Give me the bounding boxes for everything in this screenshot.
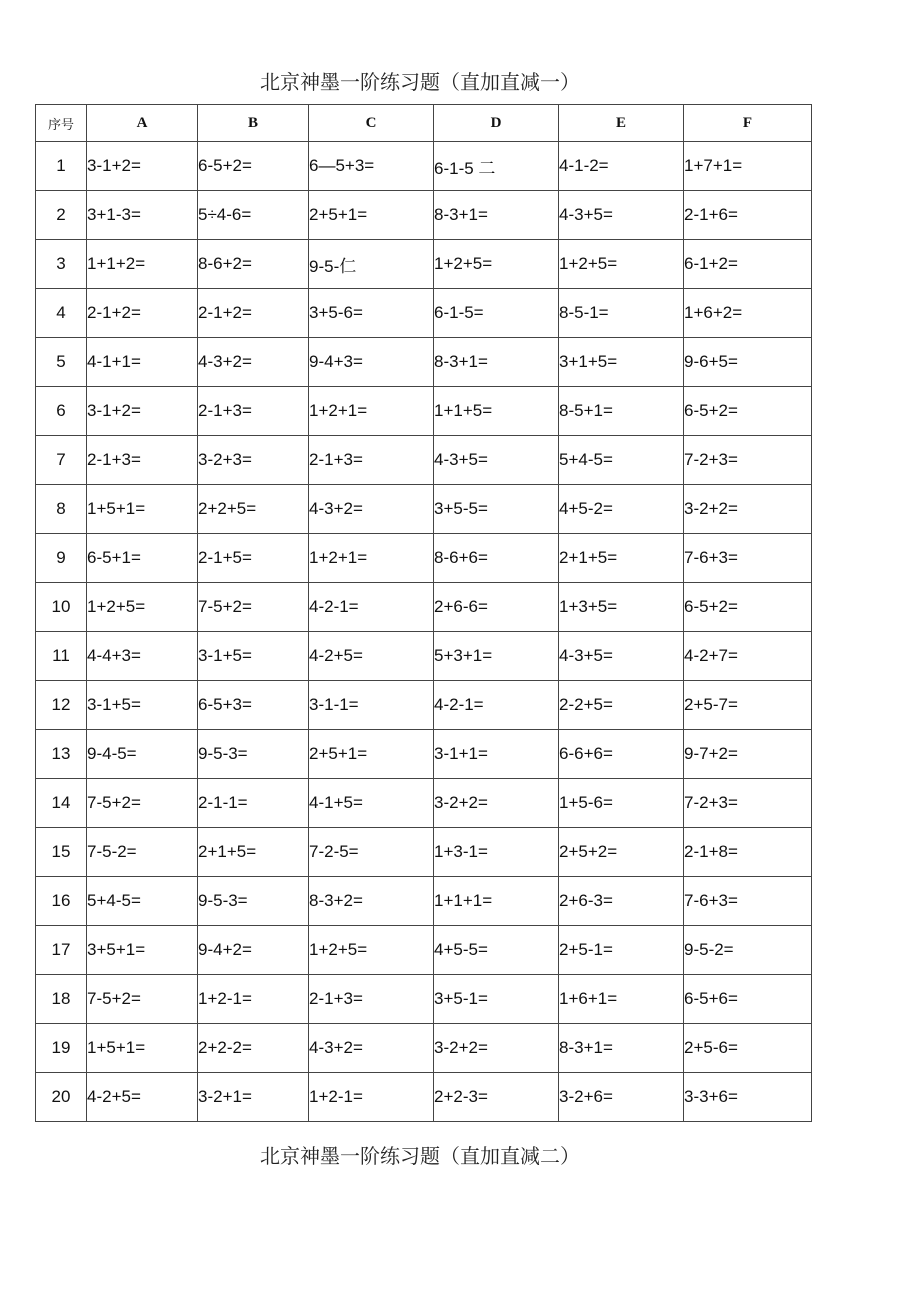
table-row — [36, 779, 812, 828]
row-number: 12 — [36, 681, 87, 730]
problem-cell: 1+5+1= — [87, 485, 198, 534]
problem-cell: 3+5-6= — [309, 289, 434, 338]
column-header-f: F — [684, 105, 812, 142]
problem-cell: 2-1+3= — [309, 436, 434, 485]
problem-cell: 2-1+3= — [87, 436, 198, 485]
table-row — [36, 289, 812, 338]
problem-cell: 1+2-1= — [198, 975, 309, 1024]
problem-cell: 7-5+2= — [87, 975, 198, 1024]
table-row — [36, 730, 812, 779]
problem-cell: 4-2+5= — [309, 632, 434, 681]
problem-cell: 4-2+7= — [684, 632, 812, 681]
table-row — [36, 485, 812, 534]
problem-cell: 1+2-1= — [309, 1073, 434, 1122]
problem-cell: 2-1+2= — [198, 289, 309, 338]
problem-cell: 6-6+6= — [559, 730, 684, 779]
problem-cell: 2+6-6= — [434, 583, 559, 632]
problem-cell: 5+4-5= — [87, 877, 198, 926]
problem-cell: 7-5+2= — [198, 583, 309, 632]
problem-cell: 3-2+3= — [198, 436, 309, 485]
problem-cell: 2-1+6= — [684, 191, 812, 240]
table-row — [36, 975, 812, 1024]
worksheet-title-2: 北京神墨一阶练习题（直加直减二） — [260, 1144, 580, 1168]
problem-cell: 3-2+2= — [684, 485, 812, 534]
problem-cell: 5÷4-6= — [198, 191, 309, 240]
worksheet-title-1: 北京神墨一阶练习题（直加直减一） — [260, 70, 580, 94]
problem-cell: 2+5-6= — [684, 1024, 812, 1073]
row-number: 6 — [36, 387, 87, 436]
row-number: 20 — [36, 1073, 87, 1122]
problem-cell: 1+2+1= — [309, 387, 434, 436]
problem-cell: 4-3+5= — [434, 436, 559, 485]
problem-cell: 3+5-5= — [434, 485, 559, 534]
column-header-b: B — [198, 105, 309, 142]
problem-cell: 2+1+5= — [198, 828, 309, 877]
row-number: 11 — [36, 632, 87, 681]
problem-cell: 2+5-7= — [684, 681, 812, 730]
problem-cell: 4-4+3= — [87, 632, 198, 681]
problem-cell: 8-5-1= — [559, 289, 684, 338]
row-number: 2 — [36, 191, 87, 240]
problem-cell: 7-5+2= — [87, 779, 198, 828]
table-row — [36, 534, 812, 583]
problem-cell: 1+5+1= — [87, 1024, 198, 1073]
problem-cell: 7-2+3= — [684, 779, 812, 828]
problem-cell: 8-3+1= — [559, 1024, 684, 1073]
problem-cell: 9-4+2= — [198, 926, 309, 975]
table-body — [36, 142, 812, 1122]
problem-cell: 1+3-1= — [434, 828, 559, 877]
problem-cell: 2+5+2= — [559, 828, 684, 877]
problem-cell: 1+2+1= — [309, 534, 434, 583]
problem-cell: 5+3+1= — [434, 632, 559, 681]
problem-cell: 9-5-2= — [684, 926, 812, 975]
row-number: 16 — [36, 877, 87, 926]
problem-cell: 3+1-3= — [87, 191, 198, 240]
table-row — [36, 632, 812, 681]
table-row — [36, 583, 812, 632]
problem-cell: 1+2+5= — [309, 926, 434, 975]
column-header-e: E — [559, 105, 684, 142]
problem-cell: 3-2+2= — [434, 779, 559, 828]
table-row — [36, 1073, 812, 1122]
problem-cell: 6-5+1= — [87, 534, 198, 583]
table-row — [36, 387, 812, 436]
problem-cell: 3-3+6= — [684, 1073, 812, 1122]
problem-cell: 6—5+3= — [309, 142, 434, 191]
table-row — [36, 926, 812, 975]
table-row — [36, 191, 812, 240]
table-row — [36, 240, 812, 289]
table-row — [36, 436, 812, 485]
problem-cell: 2+2-3= — [434, 1073, 559, 1122]
problem-cell: 8-6+2= — [198, 240, 309, 289]
problem-cell: 7-2-5= — [309, 828, 434, 877]
problem-cell: 1+2+5= — [434, 240, 559, 289]
problem-cell: 3+1+5= — [559, 338, 684, 387]
problem-cell: 7-2+3= — [684, 436, 812, 485]
problem-cell: 1+2+5= — [87, 583, 198, 632]
row-number: 10 — [36, 583, 87, 632]
problem-cell: 2-1-1= — [198, 779, 309, 828]
problem-cell: 1+2+5= — [559, 240, 684, 289]
row-number: 9 — [36, 534, 87, 583]
table-row — [36, 338, 812, 387]
row-number: 3 — [36, 240, 87, 289]
problem-cell: 9-4+3= — [309, 338, 434, 387]
problem-cell: 2+5-1= — [559, 926, 684, 975]
problem-cell: 8-3+1= — [434, 338, 559, 387]
table-row — [36, 877, 812, 926]
problem-cell: 2-2+5= — [559, 681, 684, 730]
problem-cell: 4-1-2= — [559, 142, 684, 191]
problem-cell: 3-1-1= — [309, 681, 434, 730]
problem-cell: 5+4-5= — [559, 436, 684, 485]
problem-cell: 2+6-3= — [559, 877, 684, 926]
table-row — [36, 142, 812, 191]
problem-cell: 3-1+5= — [198, 632, 309, 681]
problem-cell: 2+2-2= — [198, 1024, 309, 1073]
row-number: 7 — [36, 436, 87, 485]
problem-cell: 3-1+2= — [87, 387, 198, 436]
column-header-a: A — [87, 105, 198, 142]
problem-cell: 1+7+1= — [684, 142, 812, 191]
problem-cell: 8-3+1= — [434, 191, 559, 240]
column-header-d: D — [434, 105, 559, 142]
problem-cell: 7-6+3= — [684, 534, 812, 583]
row-number: 4 — [36, 289, 87, 338]
problem-cell: 9-5-3= — [198, 730, 309, 779]
problem-cell: 4-2+5= — [87, 1073, 198, 1122]
table-row — [36, 1024, 812, 1073]
problem-cell: 7-6+3= — [684, 877, 812, 926]
problem-cell: 6-5+2= — [684, 583, 812, 632]
problem-cell: 4+5-2= — [559, 485, 684, 534]
problem-cell: 8-3+2= — [309, 877, 434, 926]
problem-cell: 4-3+2= — [309, 1024, 434, 1073]
problem-cell: 1+3+5= — [559, 583, 684, 632]
problem-cell: 1+6+2= — [684, 289, 812, 338]
problem-cell: 8-6+6= — [434, 534, 559, 583]
problem-cell: 4-2-1= — [309, 583, 434, 632]
problem-cell: 4-3+5= — [559, 191, 684, 240]
column-header-c: C — [309, 105, 434, 142]
header-row — [36, 105, 812, 142]
row-number: 15 — [36, 828, 87, 877]
problem-cell: 6-5+2= — [198, 142, 309, 191]
problem-cell: 2-1+8= — [684, 828, 812, 877]
problem-cell: 8-5+1= — [559, 387, 684, 436]
problem-cell: 4-3+2= — [198, 338, 309, 387]
row-number: 13 — [36, 730, 87, 779]
problem-cell: 2+1+5= — [559, 534, 684, 583]
problem-cell: 1+6+1= — [559, 975, 684, 1024]
column-header-seq: 序号 — [36, 105, 87, 142]
problem-cell: 4+5-5= — [434, 926, 559, 975]
row-number: 1 — [36, 142, 87, 191]
problem-cell: 3+5+1= — [87, 926, 198, 975]
problem-cell: 6-1+2= — [684, 240, 812, 289]
problem-cell: 2-1+3= — [198, 387, 309, 436]
problem-cell: 6-1-5= — [434, 289, 559, 338]
exercise-table — [35, 104, 812, 1122]
problem-cell: 3-1+2= — [87, 142, 198, 191]
problem-cell: 6-1-5 二 — [434, 142, 559, 191]
row-number: 8 — [36, 485, 87, 534]
problem-cell: 6-5+2= — [684, 387, 812, 436]
problem-cell: 2+2+5= — [198, 485, 309, 534]
problem-cell: 3+5-1= — [434, 975, 559, 1024]
problem-cell: 3-2+1= — [198, 1073, 309, 1122]
problem-cell: 2-1+3= — [309, 975, 434, 1024]
problem-cell: 4-1+5= — [309, 779, 434, 828]
table-row — [36, 828, 812, 877]
problem-cell: 3-1+5= — [87, 681, 198, 730]
problem-cell: 6-5+6= — [684, 975, 812, 1024]
row-number: 5 — [36, 338, 87, 387]
problem-cell: 2-1+2= — [87, 289, 198, 338]
problem-cell: 4-3+5= — [559, 632, 684, 681]
problem-cell: 1+1+1= — [434, 877, 559, 926]
problem-cell: 2+5+1= — [309, 730, 434, 779]
row-number: 14 — [36, 779, 87, 828]
problem-cell: 9-5-3= — [198, 877, 309, 926]
problem-cell: 3-1+1= — [434, 730, 559, 779]
table-row — [36, 681, 812, 730]
problem-cell: 2-1+5= — [198, 534, 309, 583]
problem-cell: 9-6+5= — [684, 338, 812, 387]
problem-cell: 1+5-6= — [559, 779, 684, 828]
problem-cell: 1+1+2= — [87, 240, 198, 289]
problem-cell: 9-5-仁 — [309, 240, 434, 289]
row-number: 17 — [36, 926, 87, 975]
problem-cell: 7-5-2= — [87, 828, 198, 877]
row-number: 19 — [36, 1024, 87, 1073]
problem-cell: 1+1+5= — [434, 387, 559, 436]
problem-cell: 6-5+3= — [198, 681, 309, 730]
problem-cell: 4-2-1= — [434, 681, 559, 730]
problem-cell: 2+5+1= — [309, 191, 434, 240]
problem-cell: 3-2+6= — [559, 1073, 684, 1122]
row-number: 18 — [36, 975, 87, 1024]
problem-cell: 9-4-5= — [87, 730, 198, 779]
problem-cell: 4-1+1= — [87, 338, 198, 387]
problem-cell: 3-2+2= — [434, 1024, 559, 1073]
problem-cell: 4-3+2= — [309, 485, 434, 534]
problem-cell: 9-7+2= — [684, 730, 812, 779]
